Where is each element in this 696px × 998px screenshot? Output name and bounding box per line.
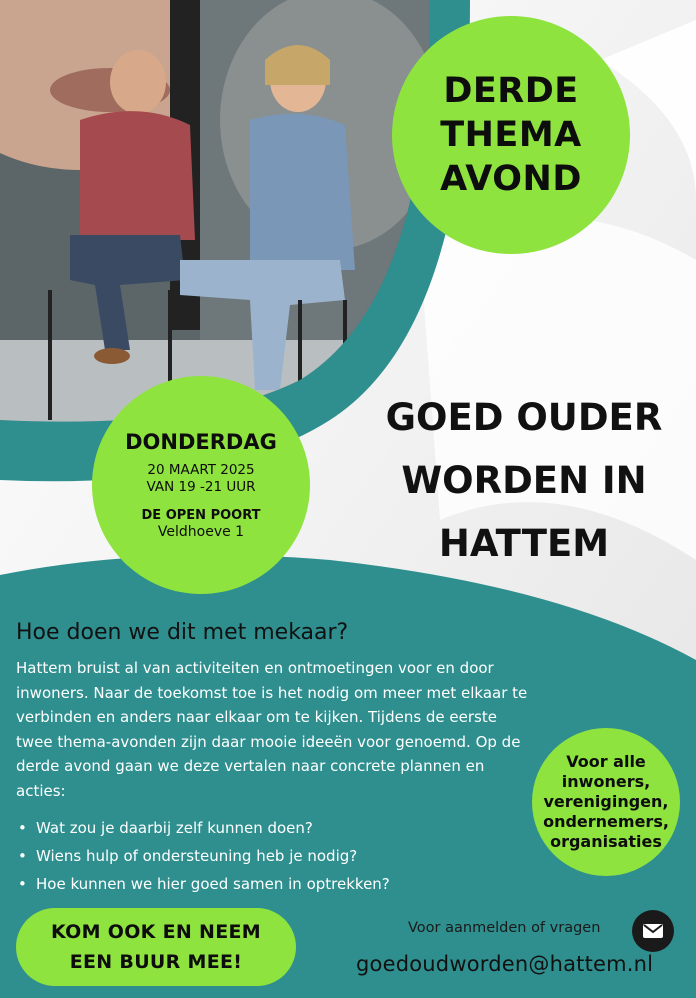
audience-line-2: inwoners, <box>561 772 651 791</box>
event-address: Veldhoeve 1 <box>157 523 245 540</box>
theme-night-badge <box>392 16 630 254</box>
audience-line-3: verenigingen, <box>543 792 669 811</box>
event-time: VAN 19 -21 UUR <box>146 478 256 495</box>
event-location: DE OPEN POORT <box>141 507 261 523</box>
mail-icon[interactable] <box>632 910 674 952</box>
badge-line-3: AVOND <box>440 159 582 199</box>
cta-line-1: KOM OOK EN NEEM <box>51 921 261 943</box>
list-item: • Wat zou je daarbij zelf kunnen doen? <box>16 814 536 842</box>
badge-line-2: THEMA <box>440 115 582 155</box>
question-list <box>16 814 536 898</box>
contact-email-link[interactable]: goedoudworden@hattem.nl <box>356 952 654 976</box>
title-line-3: HATTEM <box>438 522 610 565</box>
audience-line-5: organisaties <box>550 832 662 851</box>
event-day: DONDERDAG <box>125 429 277 454</box>
contact-label: Voor aanmelden of vragen <box>408 920 601 936</box>
photo-two-people <box>0 0 440 430</box>
cta-badge <box>16 908 296 986</box>
date-badge <box>92 376 310 594</box>
list-item: • Hoe kunnen we hier goed samen in optrekken? <box>16 870 536 898</box>
intro-paragraph: Hattem bruist al van activiteiten en ontmoetingen voor en door inwoners. Naar de toekomst toe is het nodig om meer met elkaar te verbinden en anders naar elkaar om te kijken. Tijdens de eerste twee thema-avonden zijn daar mooie ideeën voor genoemd. Op de derde avond gaan we deze vertalen naar concrete plannen en acties: <box>16 659 528 800</box>
envelope-icon <box>642 923 664 939</box>
badge-line-1: DERDE <box>443 71 579 111</box>
audience-badge <box>532 728 680 876</box>
audience-line-4: ondernemers, <box>543 812 669 831</box>
cta-line-2: EEN BUUR MEE! <box>69 951 243 973</box>
main-title <box>352 386 696 575</box>
title-line-1: GOED OUDER <box>385 396 663 439</box>
title-line-2: WORDEN IN <box>401 459 647 502</box>
list-item: • Wiens hulp of ondersteuning heb je nodig? <box>16 842 536 870</box>
event-date: 20 MAART 2025 <box>147 461 255 478</box>
section-heading: Hoe doen we dit met mekaar? <box>16 620 349 645</box>
audience-line-1: Voor alle <box>566 752 646 771</box>
